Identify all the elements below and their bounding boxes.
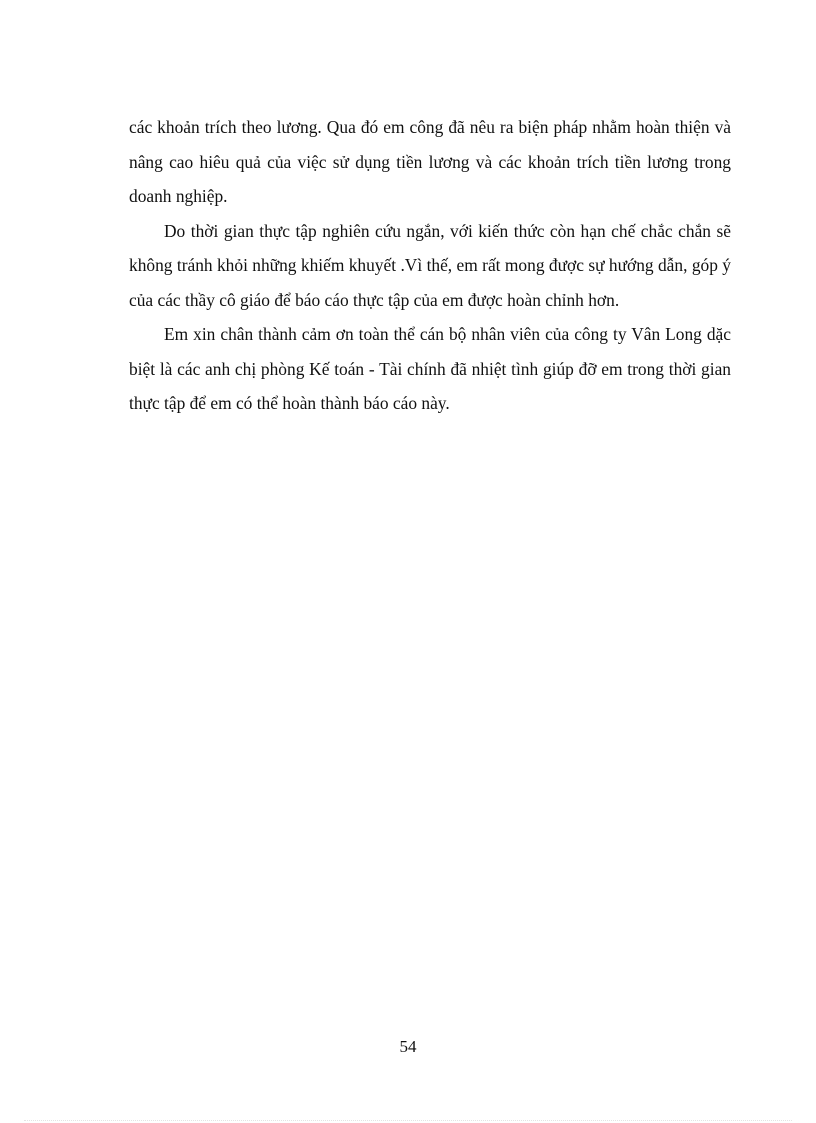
page-bottom-divider [24,1120,792,1121]
paragraph-3: Em xin chân thành cảm ơn toàn thể cán bộ nhân viên của công ty Vân Long dặc biệt là các anh chị phòng Kế toán - Tài chính đã nhiệt tình giúp đỡ em trong thời gian thực tập để em có thể hoàn thành báo cáo này. [129,324,731,413]
page-number: 54 [399,1037,417,1056]
paragraph-2: Do thời gian thực tập nghiên cứu ngắn, với kiến thức còn hạn chế chắc chắn sẽ không tránh khỏi những khiếm khuyết .Vì thế, em rất mong được sự hướng dẫn, góp ý của các thầy cô giáo để báo cáo thực tập của em được hoàn chỉnh hơn. [129,220,731,310]
body-text [129,110,731,421]
paragraph-1: các khoản trích theo lương. Qua đó em công đã nêu ra biện pháp nhằm hoàn thiện và nâng cao hiêu quả của việc sử dụng tiền lương và các khoản trích tiền lương trong doanh nghiệp. [129,117,731,206]
